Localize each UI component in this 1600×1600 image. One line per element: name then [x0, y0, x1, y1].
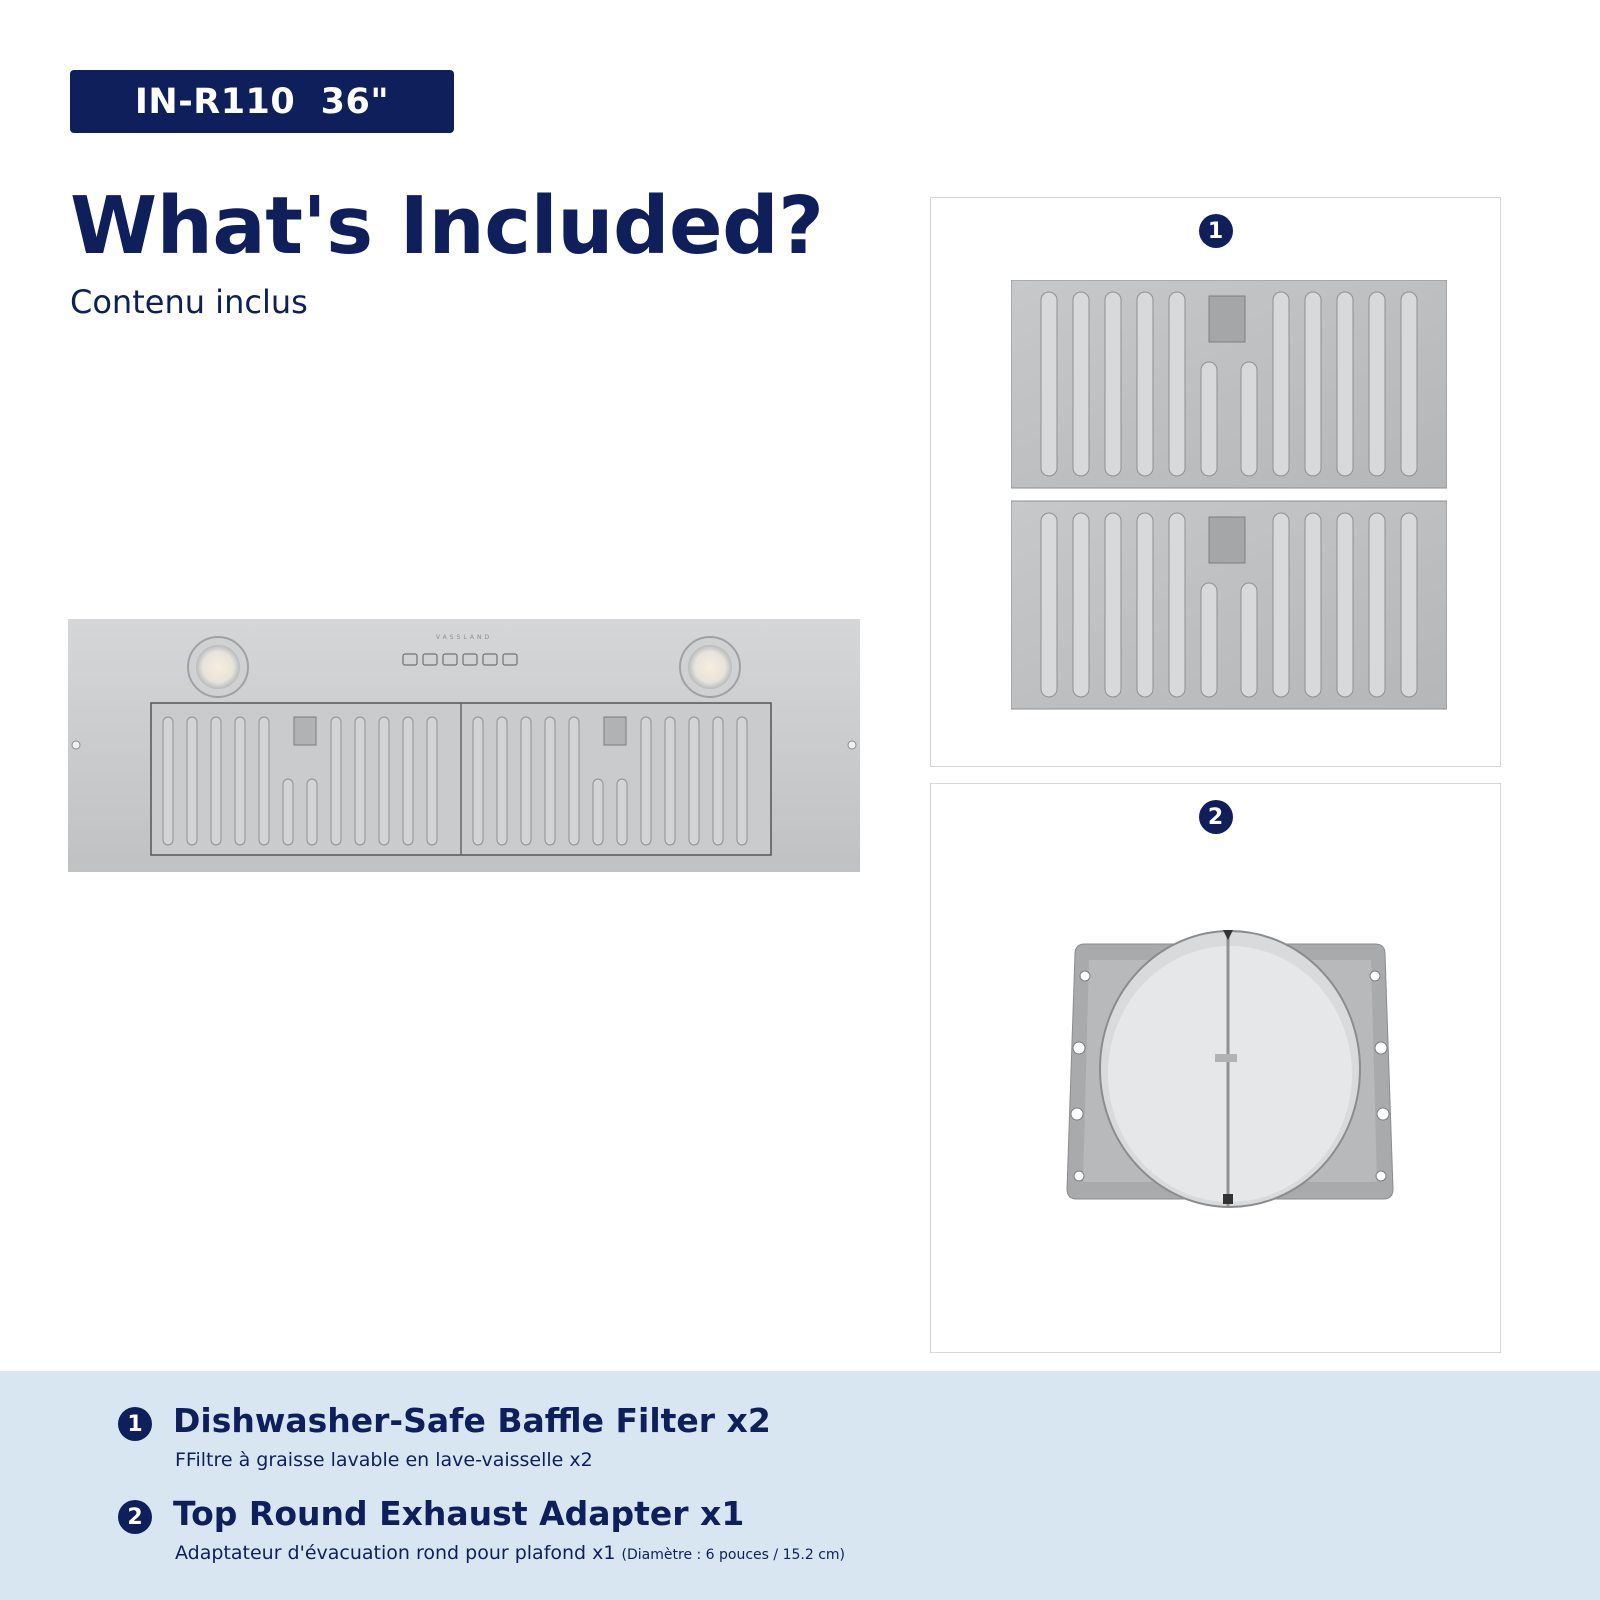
- item-note: (Diamètre : 6 pouces / 15.2 cm): [621, 1547, 845, 1563]
- model-badge: [70, 70, 454, 133]
- item-number-badge: 1: [118, 1407, 152, 1441]
- panel-number-badge: 1: [1199, 214, 1233, 248]
- panel-number-badge: 2: [1199, 800, 1233, 834]
- svg-text:VASSLAND: VASSLAND: [435, 634, 493, 641]
- model-badge-text: IN-R110 36": [134, 81, 390, 122]
- item-subtitle: [175, 1542, 845, 1564]
- range-hood-image: [68, 619, 860, 872]
- item-title: Dishwasher-Safe Baffle Filter x2: [173, 1401, 771, 1440]
- item-subtitle-text: Adaptateur d'évacuation rond pour plafond x1: [175, 1542, 616, 1564]
- included-items-legend: [0, 1371, 1600, 1600]
- item-number-badge: 2: [118, 1500, 152, 1534]
- baffle-filter-panel: [930, 197, 1501, 767]
- page-subtitle: Contenu inclus: [70, 283, 308, 321]
- item-subtitle: FFiltre à graisse lavable en lave-vaisselle x2: [175, 1449, 593, 1471]
- exhaust-adapter-panel: [930, 783, 1501, 1353]
- baffle-filters-image: [1011, 280, 1447, 710]
- exhaust-adapter-image: [1065, 924, 1395, 1214]
- item-title: Top Round Exhaust Adapter x1: [173, 1494, 745, 1533]
- page-title: What's Included?: [70, 180, 824, 272]
